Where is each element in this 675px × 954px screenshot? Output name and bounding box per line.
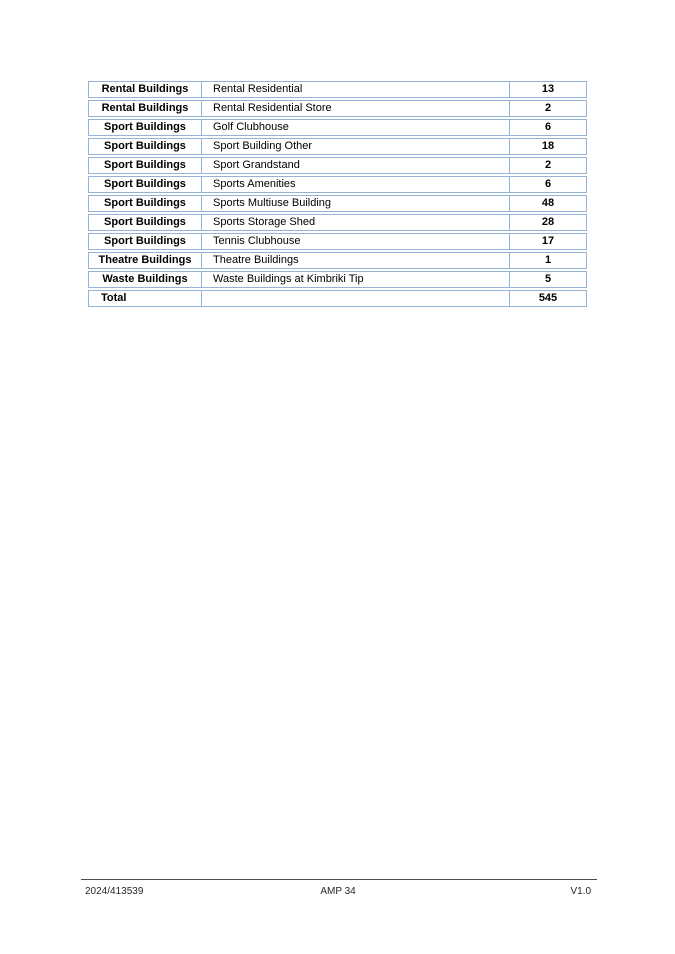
description-cell: Rental Residential Store — [201, 101, 509, 116]
description-cell: Sport Building Other — [201, 139, 509, 154]
count-cell: 6 — [509, 177, 586, 192]
description-cell: Sports Storage Shed — [201, 215, 509, 230]
table-row — [88, 195, 587, 212]
category-cell: Sport Buildings — [104, 121, 186, 133]
category-cell: Rental Buildings — [101, 102, 189, 114]
count-cell: 2 — [509, 101, 586, 116]
total-count-cell: 545 — [509, 291, 586, 306]
category-cell: Waste Buildings — [102, 273, 188, 285]
category-cell: Sport Buildings — [104, 159, 186, 171]
table-row — [88, 233, 587, 250]
description-cell: Sports Amenities — [201, 177, 509, 192]
table-row — [88, 100, 587, 117]
total-label-cell: Total — [101, 292, 127, 304]
footer-rule — [81, 879, 597, 880]
footer-version: V1.0 — [570, 886, 592, 897]
category-cell: Sport Buildings — [104, 235, 186, 247]
table-row — [88, 119, 587, 136]
count-cell: 18 — [509, 139, 586, 154]
description-cell: Sports Multiuse Building — [201, 196, 509, 211]
count-cell: 2 — [509, 158, 586, 173]
description-cell: Theatre Buildings — [201, 253, 509, 268]
count-cell: 28 — [509, 215, 586, 230]
category-cell: Sport Buildings — [104, 216, 186, 228]
description-cell: Rental Residential — [201, 82, 509, 97]
count-cell: 13 — [509, 82, 586, 97]
footer-document-title: AMP 34 — [320, 886, 356, 897]
count-cell: 6 — [509, 120, 586, 135]
description-cell: Tennis Clubhouse — [201, 234, 509, 249]
category-cell: Sport Buildings — [104, 140, 186, 152]
category-cell: Theatre Buildings — [98, 254, 192, 266]
table-row — [88, 138, 587, 155]
table-row — [88, 214, 587, 231]
count-cell: 17 — [509, 234, 586, 249]
description-cell: Waste Buildings at Kimbriki Tip — [201, 272, 509, 287]
footer-document-number: 2024/413539 — [85, 886, 144, 897]
count-cell: 48 — [509, 196, 586, 211]
table-row — [88, 271, 587, 288]
category-cell: Rental Buildings — [101, 83, 189, 95]
count-cell: 5 — [509, 272, 586, 287]
table-row — [88, 252, 587, 269]
table-row — [88, 176, 587, 193]
category-cell: Sport Buildings — [104, 197, 186, 209]
buildings-count-table — [88, 81, 587, 309]
page-footer — [81, 886, 597, 897]
table-row — [88, 157, 587, 174]
count-cell: 1 — [509, 253, 586, 268]
total-empty-cell — [201, 291, 509, 306]
description-cell: Sport Grandstand — [201, 158, 509, 173]
total-row — [88, 290, 587, 307]
category-cell: Sport Buildings — [104, 178, 186, 190]
table-row — [88, 81, 587, 98]
description-cell: Golf Clubhouse — [201, 120, 509, 135]
